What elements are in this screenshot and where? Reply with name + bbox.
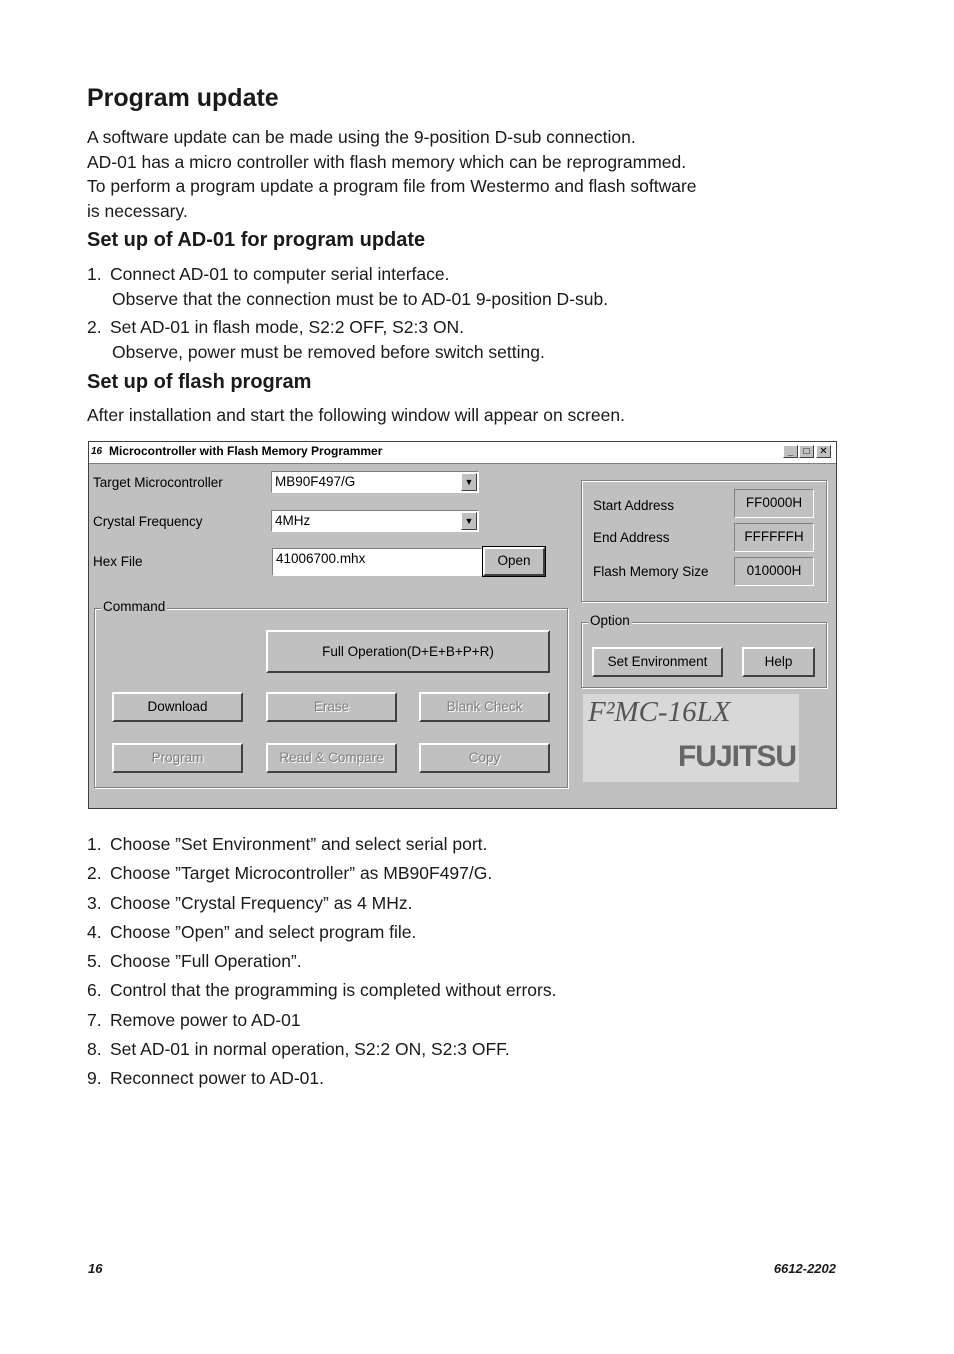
logo-brand: FUJITSU xyxy=(677,740,796,773)
download-button[interactable]: Download xyxy=(112,692,243,722)
program-button[interactable]: Program xyxy=(112,743,243,773)
option-group-label: Option xyxy=(590,613,630,628)
section2-title: Set up of flash program xyxy=(87,371,312,393)
hex-file-label: Hex File xyxy=(93,554,143,569)
set-environment-button[interactable]: Set Environment xyxy=(592,647,723,677)
erase-button[interactable]: Erase xyxy=(266,692,397,722)
section1-item-1: 1. Connect AD-01 to computer serial interface. xyxy=(87,264,450,284)
target-label: Target Microcontroller xyxy=(93,475,223,490)
crystal-select[interactable] xyxy=(271,510,479,532)
section1-item-1-note: Observe that the connection must be to AD-01 9-position D-sub. xyxy=(112,288,609,309)
blank-check-button[interactable]: Blank Check xyxy=(419,692,550,722)
help-button[interactable]: Help xyxy=(742,647,815,677)
hex-file-value: 41006700.mhx xyxy=(276,551,366,566)
chevron-down-icon[interactable]: ▼ xyxy=(461,512,477,530)
list-item: 5. Choose ”Full Operation”. xyxy=(87,951,302,972)
hex-file-input[interactable] xyxy=(272,548,482,576)
title-bar xyxy=(89,442,836,464)
window-title: Microcontroller with Flash Memory Programmer xyxy=(109,444,383,458)
target-select[interactable] xyxy=(271,471,479,493)
step-list xyxy=(87,832,556,1096)
list-item: 2. Choose ”Target Microcontroller” as MB90F497/G. xyxy=(87,863,493,884)
full-operation-button[interactable]: Full Operation(D+E+B+P+R) xyxy=(266,630,550,673)
intro-line-1: A software update can be made using the 9-position D-sub connection. xyxy=(87,127,636,147)
end-address-label: End Address xyxy=(593,530,670,545)
maximize-icon[interactable]: □ xyxy=(799,445,814,458)
page-title: Program update xyxy=(87,84,279,112)
close-icon[interactable]: ✕ xyxy=(816,445,831,458)
crystal-label: Crystal Frequency xyxy=(93,514,203,529)
section1-item-2: 2. Set AD-01 in flash mode, S2:2 OFF, S2:3 ON. xyxy=(87,317,465,337)
list-item: 6. Control that the programming is completed without errors. xyxy=(87,980,557,1001)
end-address-value: FFFFFFH xyxy=(734,523,814,552)
list-item: 4. Choose ”Open” and select program file. xyxy=(87,921,417,942)
document-number: 6612-2202 xyxy=(773,1261,836,1276)
list-item: 1. Choose ”Set Environment” and select serial port. xyxy=(87,834,488,854)
section1-title: Set up of AD-01 for program update xyxy=(87,229,426,251)
start-address-label: Start Address xyxy=(593,498,675,513)
list-item: 9. Reconnect power to AD-01. xyxy=(87,1068,325,1089)
intro-line-2: AD-01 has a micro controller with flash memory which can be reprogrammed. xyxy=(87,151,687,172)
list-item: 8. Set AD-01 in normal operation, S2:2 ON, S2:3 OFF. xyxy=(87,1039,510,1060)
fujitsu-logo xyxy=(583,694,799,782)
app-icon: 16 xyxy=(91,446,103,457)
intro-line-3: To perform a program update a program file from Westermo and flash software xyxy=(87,176,697,196)
section1-item-2-note: Observe, power must be removed before switch setting. xyxy=(112,342,545,362)
flash-size-value: 010000H xyxy=(734,557,814,586)
list-item: 3. Choose ”Crystal Frequency” as 4 MHz. xyxy=(87,892,413,913)
logo-product: F²MC-16LX xyxy=(588,696,731,728)
list-item: 7. Remove power to AD-01 xyxy=(87,1009,301,1030)
crystal-value: 4MHz xyxy=(275,513,311,528)
flash-size-label: Flash Memory Size xyxy=(593,564,709,579)
intro-line-4: is necessary. xyxy=(87,200,188,221)
programmer-window xyxy=(88,441,837,809)
chevron-down-icon[interactable]: ▼ xyxy=(461,473,477,491)
read-compare-button[interactable]: Read & Compare xyxy=(266,743,397,773)
page-number: 16 xyxy=(88,1261,103,1276)
start-address-value: FF0000H xyxy=(734,489,814,518)
minimize-icon[interactable]: _ xyxy=(783,445,798,458)
section2-text: After installation and start the following window will appear on screen. xyxy=(87,405,625,425)
target-value: MB90F497/G xyxy=(275,474,356,489)
open-button[interactable]: Open xyxy=(483,547,545,576)
copy-button[interactable]: Copy xyxy=(419,743,550,773)
command-group-label: Command xyxy=(103,599,166,614)
